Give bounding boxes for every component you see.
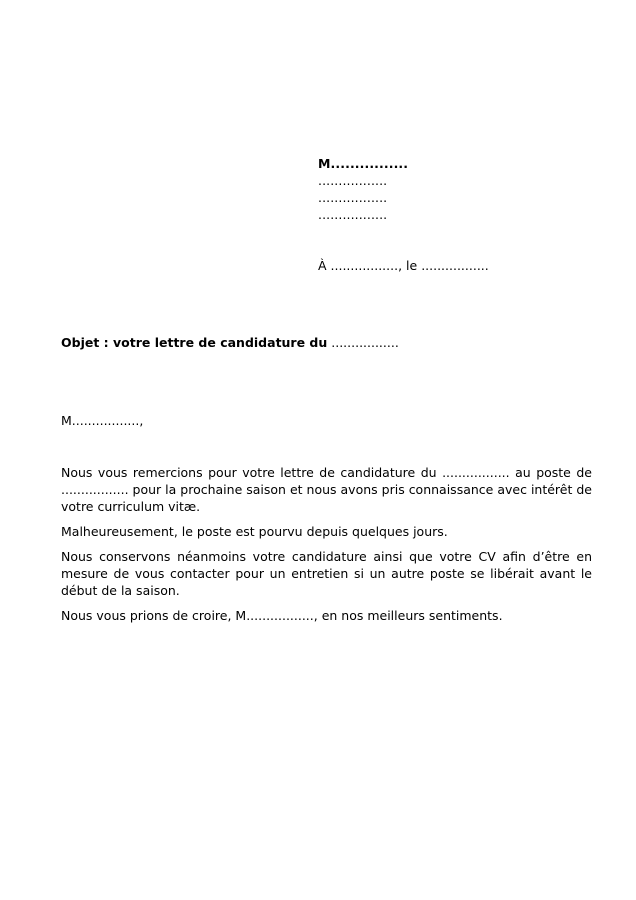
date-separator: , le [398, 258, 422, 273]
recipient-name-placeholder: ................ [330, 156, 409, 171]
salutation-line: M................., [61, 413, 144, 428]
place-prefix: À [318, 258, 331, 273]
recipient-address-line-3: ................. [318, 190, 388, 205]
body-paragraph: Nous conservons néanmoins votre candidature ainsi que votre CV afin d’être en mesure de vous contacter pour un entretien si un autre poste se libérait avant le début de la saison. [61, 549, 592, 598]
subject-date-placeholder: ................. [327, 335, 399, 350]
recipient-address-line-2: ................. [318, 173, 388, 188]
recipient-address-line-4: ................. [318, 207, 388, 222]
recipient-name-line [318, 155, 578, 172]
date-placeholder: ................. [421, 258, 489, 273]
place-and-date-line [318, 257, 489, 274]
subject-label: Objet : votre lettre de candidature du [61, 335, 328, 350]
place-placeholder: ................. [330, 258, 399, 273]
recipient-title: M [318, 156, 331, 171]
letter-body [61, 464, 592, 624]
body-paragraph: Nous vous prions de croire, M................., en nos meilleurs sentiments. [61, 608, 503, 623]
body-paragraph: Nous vous remercions pour votre lettre de candidature du ................. au poste de ................. pour la prochaine saison et nous avons pris connaissance avec intérêt de votre curriculum vitæ. [61, 465, 592, 514]
subject-line [61, 334, 399, 351]
body-paragraph: Malheureusement, le poste est pourvu depuis quelques jours. [61, 524, 448, 539]
recipient-address-block [318, 155, 578, 223]
